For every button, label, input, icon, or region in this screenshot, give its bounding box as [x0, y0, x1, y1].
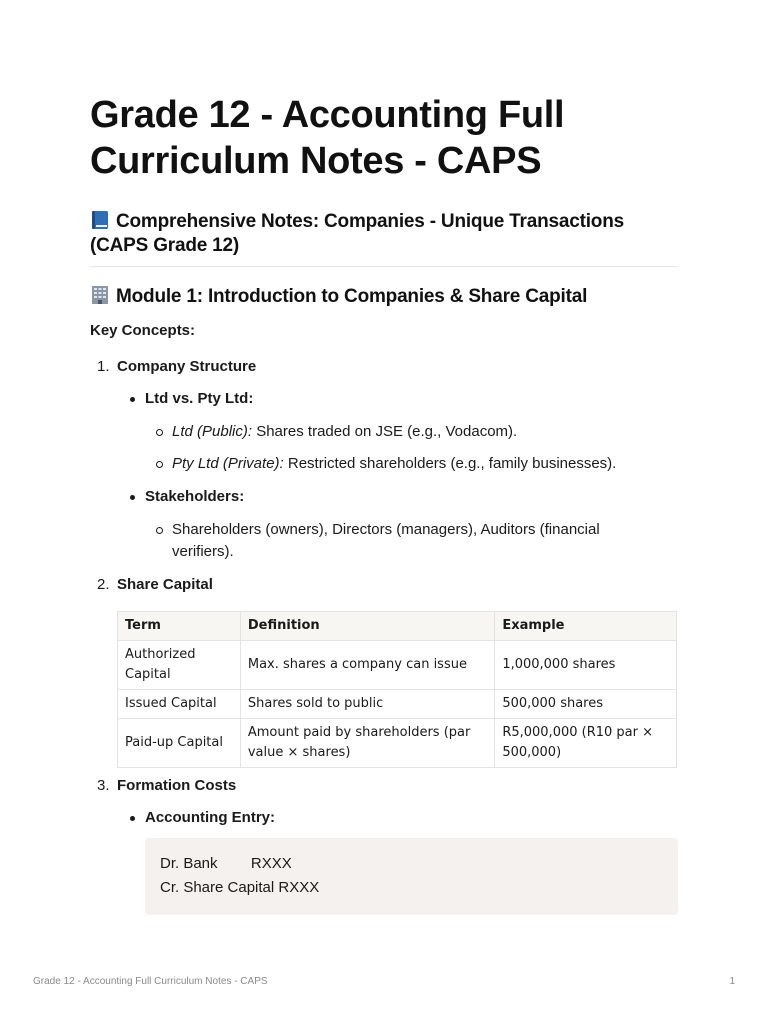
blue-book-icon [90, 210, 110, 230]
cell-term [118, 641, 241, 690]
header-example: Example [495, 612, 677, 641]
bullet-label: Accounting Entry: [145, 809, 275, 826]
text-pty-private: Restricted shareholders (e.g., family businesses). [283, 455, 617, 472]
journal-credit-line: Cr. Share Capital RXXX [160, 879, 320, 896]
cell-term-line: Authorized [125, 647, 196, 662]
key-concepts-label: Key Concepts: [90, 322, 196, 339]
cell-definition: Max. shares a company can issue [240, 641, 494, 690]
cell-example-line: R5,000,000 (R10 par × [502, 725, 654, 740]
cell-definition-line: Amount paid by shareholders (par [247, 725, 471, 740]
bullet-label: Stakeholders: [145, 488, 245, 505]
cell-term: Issued Capital [118, 690, 241, 719]
list-item-title: Formation Costs [117, 777, 237, 794]
circle-bullet [156, 527, 163, 534]
module-list [97, 0, 677, 1024]
header-term: Term [118, 612, 241, 641]
cell-example: 500,000 shares [495, 690, 677, 719]
bullet-ltd-vs-pty [145, 388, 253, 410]
table-row [118, 690, 677, 719]
cell-example-line: 500,000) [502, 745, 562, 760]
cell-definition-line: value × shares) [247, 745, 351, 760]
module-heading-text: Module 1: Introduction to Companies & Share Capital [116, 286, 588, 307]
list-item-company-structure [97, 357, 257, 377]
sub-bullet-ltd-public [172, 421, 517, 443]
bullet-label: Ltd vs. Pty Ltd: [145, 390, 254, 407]
bullet-dot [130, 397, 135, 402]
list-number: 1. [97, 358, 110, 375]
circle-bullet [156, 429, 163, 436]
table-row [118, 641, 677, 690]
cell-definition: Shares sold to public [240, 690, 494, 719]
stakeholders-line-2: verifiers). [172, 543, 234, 560]
stakeholders-line-1: Shareholders (owners), Directors (managers), Auditors (financial [172, 521, 600, 538]
share-capital-table [117, 611, 677, 768]
bullet-dot [130, 495, 135, 500]
table-header-row [118, 612, 677, 641]
cell-example [495, 719, 677, 768]
section-heading-text: Comprehensive Notes: Companies - Unique Transactions (CAPS Grade 12) [90, 211, 624, 256]
text-ltd-public: Shares traded on JSE (e.g., Vodacom). [252, 423, 518, 440]
bullet-stakeholders [145, 486, 244, 508]
journal-debit-line: Dr. Bank RXXX [160, 855, 292, 872]
list-item-title: Share Capital [117, 576, 213, 593]
footer-document-title: Grade 12 - Accounting Full Curriculum Notes - CAPS [33, 976, 268, 987]
circle-bullet [156, 461, 163, 468]
table-row [118, 719, 677, 768]
sub-bullet-stakeholders [172, 519, 677, 563]
list-item-share-capital [97, 575, 213, 595]
cell-definition [240, 719, 494, 768]
cell-example: 1,000,000 shares [495, 641, 677, 690]
header-definition: Definition [240, 612, 494, 641]
document-title: Grade 12 - Accounting Full Curriculum Notes - CAPS [90, 94, 565, 182]
term-pty-private: Pty Ltd (Private): [172, 455, 284, 472]
cell-term-line: Capital [125, 667, 171, 682]
list-number: 2. [97, 576, 110, 593]
footer-page-number: 1 [729, 976, 735, 987]
term-ltd-public: Ltd (Public): [172, 423, 253, 440]
cell-term: Paid-up Capital [118, 719, 241, 768]
list-number: 3. [97, 777, 110, 794]
list-item-title: Company Structure [117, 358, 257, 375]
sub-bullet-pty-private [172, 453, 616, 475]
office-building-icon [90, 285, 110, 305]
